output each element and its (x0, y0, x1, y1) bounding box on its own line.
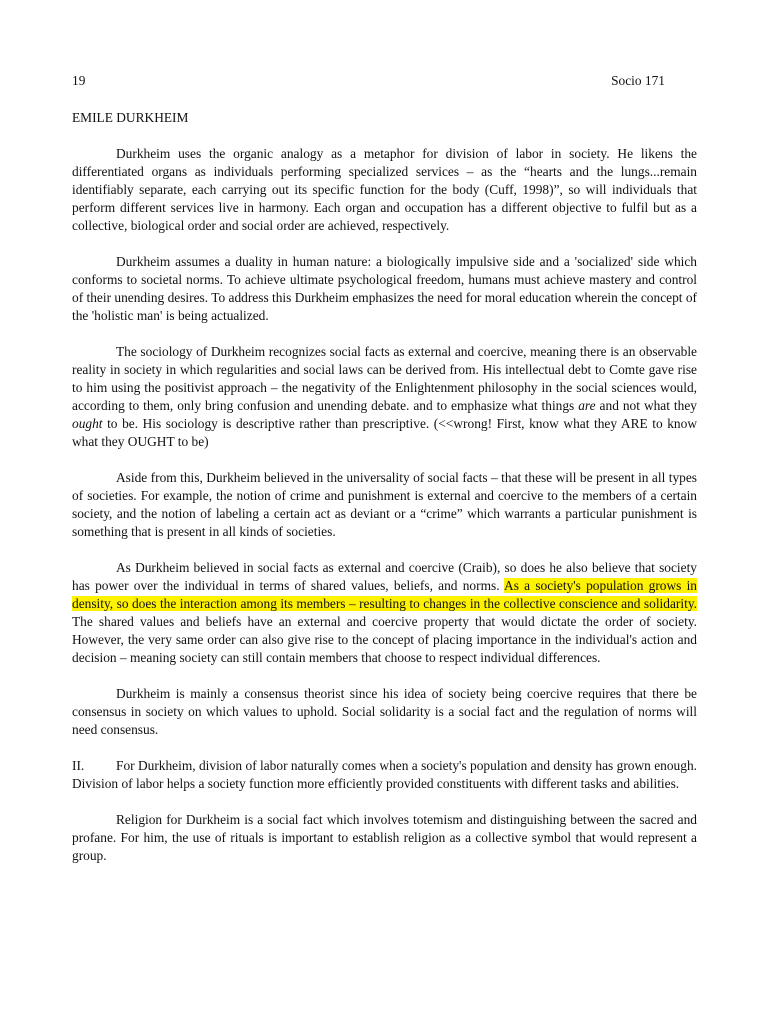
section-number: II. (72, 758, 85, 773)
paragraph-text: to be. His sociology is descriptive rather than prescriptive. (<<wrong! First, know what they ARE to know what they OUGHT to be) (72, 416, 697, 449)
paragraph-duality: Durkheim assumes a duality in human nature: a biologically impulsive side and a 'socialized' side which conforms to societal norms. To achieve ultimate psychological freedom, humans must achieve mastery and control of their unending desires. To address this Durkheim emphasizes the need for moral education wherein the concept of the 'holistic man' is being actualized. (72, 254, 698, 323)
document-body (72, 145, 697, 883)
emphasis-are: are (578, 398, 596, 413)
paragraph-power-over-individual (72, 559, 697, 667)
paragraph-universality: Aside from this, Durkheim believed in the universality of social facts – that these will be present in all types of societies. For example, the notion of crime and punishment is external and coercive to the members of a certain society, and the notion of labeling a certain act as deviant or a “crime” which warrants a particular punishment is something that is present in all kinds of societies. (72, 470, 697, 539)
page-number: 19 (72, 73, 86, 88)
paragraph-religion: Religion for Durkheim is a social fact which involves totemism and distinguishing between the sacred and profane. For him, the use of rituals is important to establish religion as a collective symbol that would represent a group. (72, 812, 697, 863)
paragraph-consensus: Durkheim is mainly a consensus theorist since his idea of society being coercive requires that there be consensus in society on which values to uphold. Social solidarity is a social fact and the regulation of norms will need consensus. (72, 686, 697, 737)
highlighted-text: As a society's population grows in density, so does the interaction among its members – resulting to changes in the collective conscience and solidarity. (72, 578, 697, 611)
paragraph-text: For Durkheim, division of labor naturally comes when a society's population and density has grown enough. Division of labor helps a society function more efficiently provided constituents with different tasks and abilities. (72, 758, 697, 791)
paragraph-text: The shared values and beliefs have an external and coercive property that would dictate the order of society. However, the very same order can also give rise to the concept of placing importance in the individual's action and decision – meaning society can still contain members that choose to respect individual differences. (72, 614, 697, 665)
paragraph-text: As Durkheim believed in social facts as external and coercive (Craib), so does he also believe that society has power over the individual in terms of shared values, beliefs, and norms. (72, 560, 697, 593)
course-code: Socio 171 (611, 73, 665, 88)
document-title: EMILE DURKHEIM (72, 110, 189, 125)
paragraph-text: The sociology of Durkheim recognizes social facts as external and coercive, meaning there is an observable reality in society in which regularities and social laws can be derived from. His intellectual debt to Comte gave rise to him using the positivist approach – the negativity of the Enlightenment philosophy in the social sciences would, according to them, only bring confusion and unending debate. and to emphasize what things (72, 344, 697, 413)
page-header (72, 72, 665, 90)
paragraph-social-facts (72, 343, 697, 451)
paragraph-division-of-labor (72, 757, 697, 793)
paragraph-text: and not what they (595, 398, 697, 413)
paragraph-organic-analogy: Durkheim uses the organic analogy as a metaphor for division of labor in society. He likens the differentiated organs as individuals performing specialized services – as the “hearts and the lungs...remain identifiably separate, each carrying out its specific function for the body (Cuff, 1998)”, so will individuals that perform different services live in harmony. Each organ and occupation has a different objective to fulfil but as a collective, biological order and social order are achieved, respectively. (72, 146, 697, 233)
emphasis-ought: ought (72, 416, 103, 431)
